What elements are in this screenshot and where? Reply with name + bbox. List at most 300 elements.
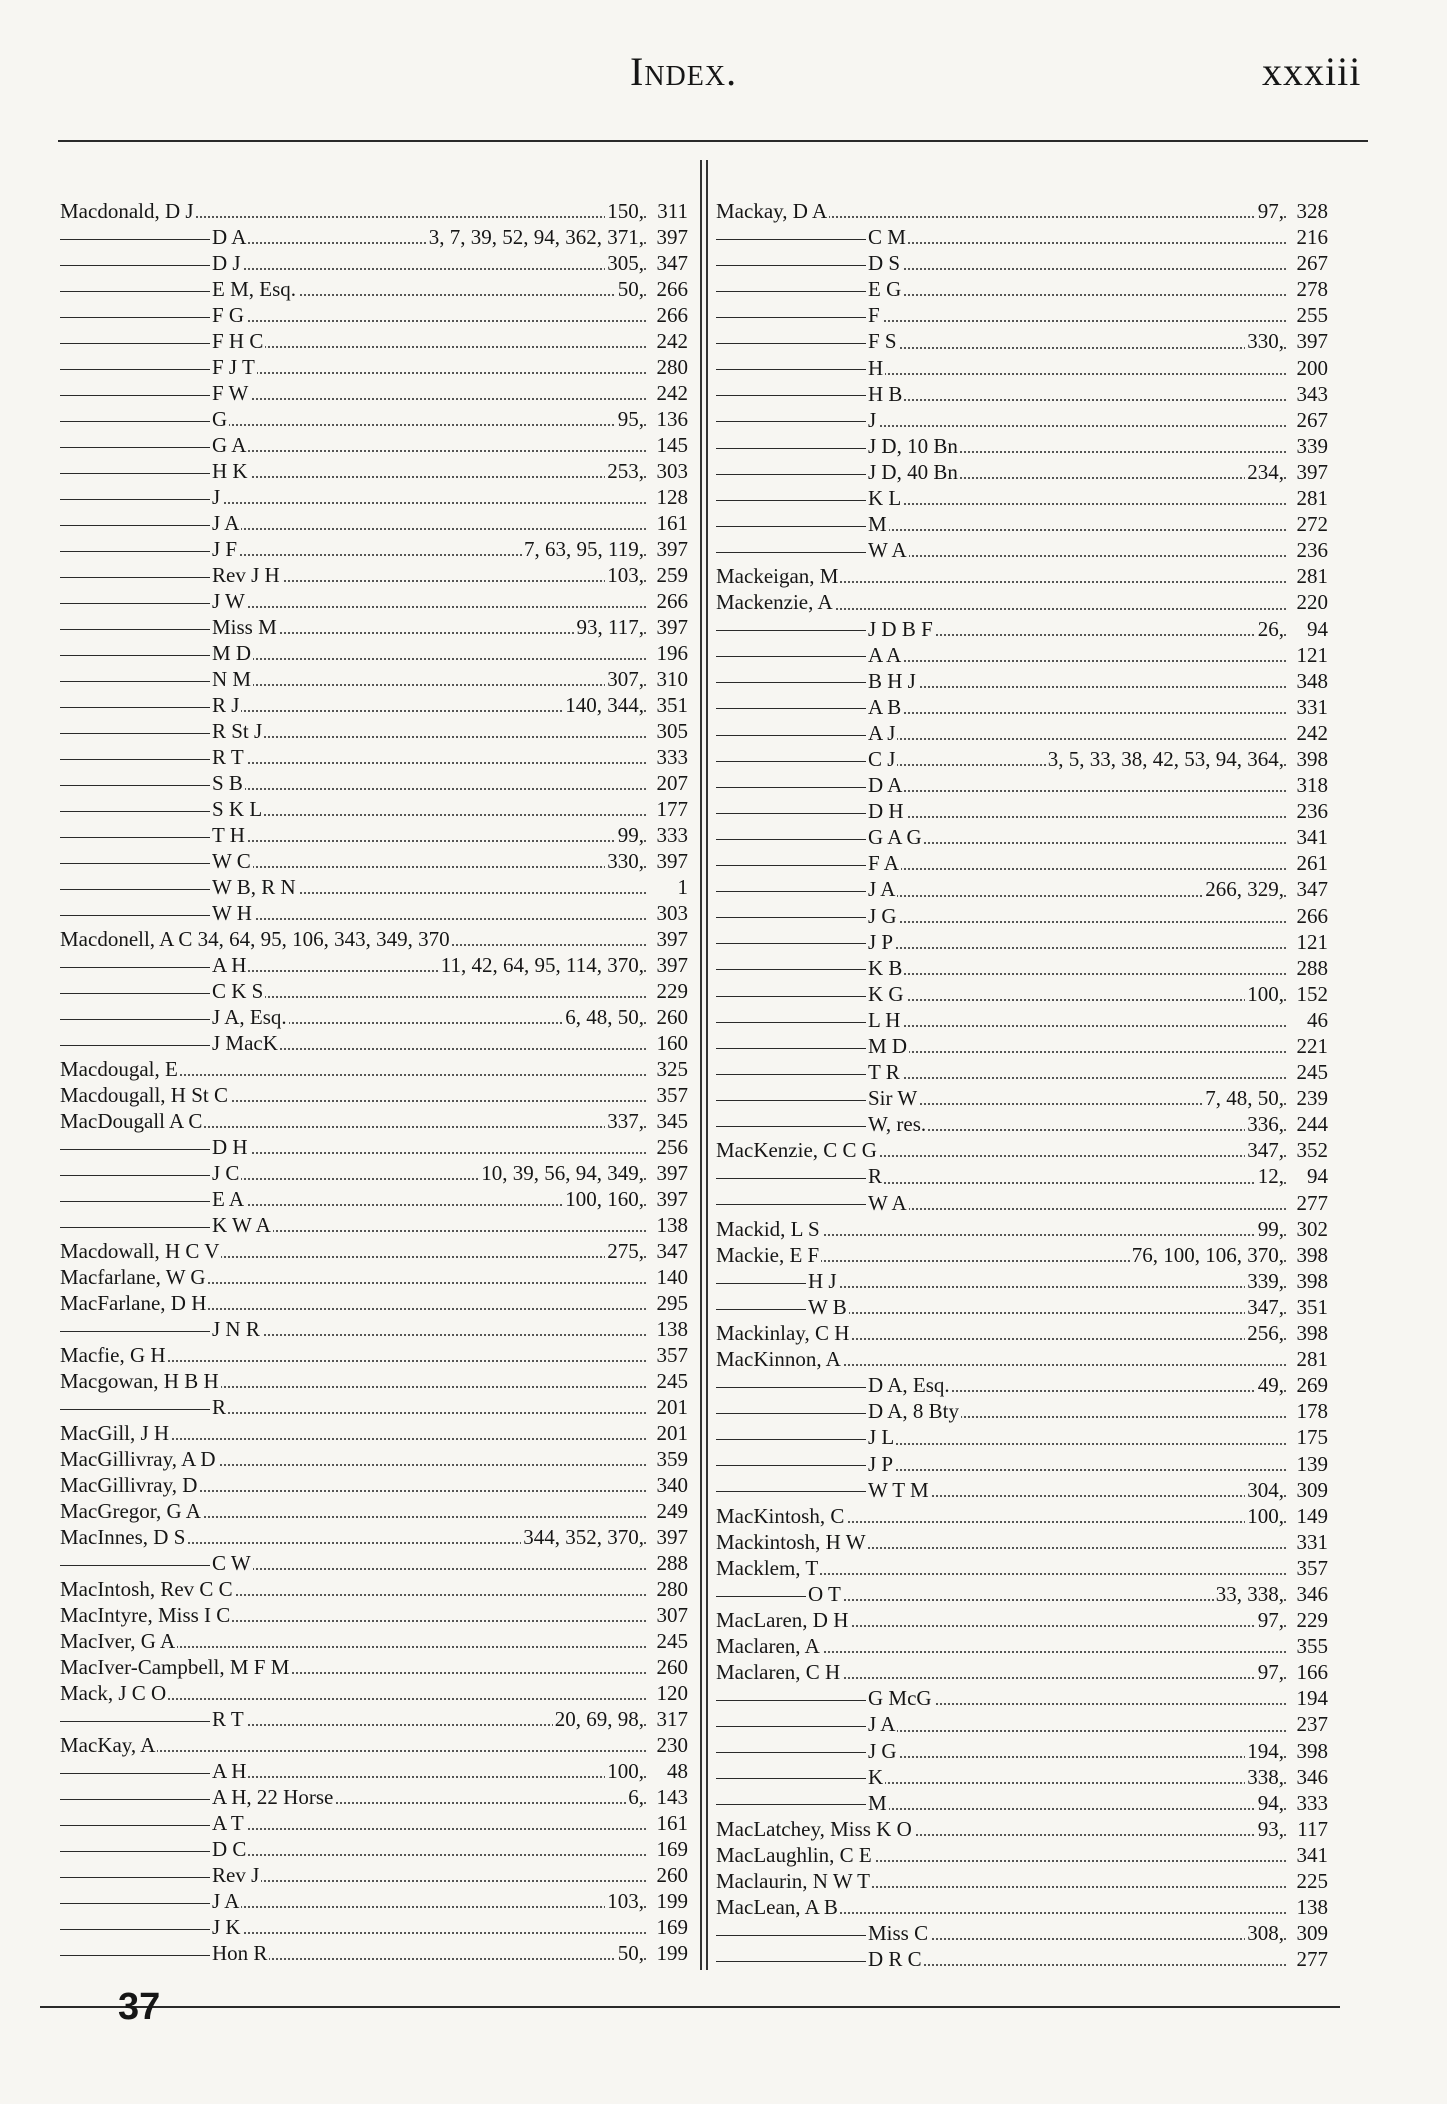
entry-name-text: MacKenzie, C C G bbox=[716, 1138, 877, 1163]
index-entry bbox=[716, 1738, 1328, 1764]
entry-name bbox=[60, 1732, 157, 1758]
entry-page-number: 255 bbox=[1286, 302, 1328, 328]
ditto-dash bbox=[60, 1409, 210, 1410]
index-entry bbox=[60, 1342, 688, 1368]
entry-references: 307, bbox=[607, 667, 644, 691]
entry-name-text: Macfarlane, W G bbox=[60, 1265, 206, 1289]
entry-references: 26, bbox=[1257, 616, 1284, 641]
ditto-dash bbox=[716, 317, 866, 318]
index-entry bbox=[60, 1316, 688, 1342]
entry-name-text: A H bbox=[212, 953, 247, 977]
index-entry bbox=[60, 1238, 688, 1264]
entry-name bbox=[716, 1738, 899, 1764]
entry-references: 305, bbox=[607, 251, 644, 275]
index-entry bbox=[60, 796, 688, 822]
entry-name bbox=[60, 198, 196, 224]
entry-page-number: 325 bbox=[646, 1056, 688, 1082]
entry-page-number: 345 bbox=[646, 1108, 688, 1134]
entry-name bbox=[60, 354, 257, 380]
entry-page-number: 128 bbox=[646, 484, 688, 510]
ditto-dash bbox=[716, 1778, 866, 1779]
entry-name bbox=[60, 900, 254, 926]
entry-page-number: 242 bbox=[646, 380, 688, 406]
entry-name bbox=[716, 433, 960, 459]
entry-name bbox=[60, 250, 243, 276]
entry-name bbox=[716, 1190, 909, 1216]
entry-name bbox=[60, 1394, 228, 1420]
index-entry bbox=[60, 1810, 688, 1836]
entry-name bbox=[716, 355, 885, 381]
index-entry bbox=[60, 588, 688, 614]
index-entry bbox=[60, 1914, 688, 1940]
entry-page-number: 121 bbox=[1286, 929, 1328, 955]
entry-name bbox=[60, 1212, 273, 1238]
ditto-dash bbox=[60, 733, 210, 734]
index-entry bbox=[60, 1290, 688, 1316]
footer-rule bbox=[40, 2006, 1340, 2008]
entry-name bbox=[60, 1290, 208, 1316]
entry-page-number: 216 bbox=[1286, 224, 1328, 250]
entry-name bbox=[60, 1628, 177, 1654]
entry-name-text: W H bbox=[212, 901, 252, 925]
entry-page-number: 269 bbox=[1286, 1372, 1328, 1398]
entry-name bbox=[60, 588, 247, 614]
entry-name bbox=[60, 276, 298, 302]
entry-page-number: 230 bbox=[646, 1732, 688, 1758]
entry-name-text: S K L bbox=[212, 797, 263, 821]
entry-name-text: F H C bbox=[212, 329, 264, 353]
entry-page-number: 196 bbox=[646, 640, 688, 666]
index-entry bbox=[716, 1503, 1328, 1529]
entry-name bbox=[60, 224, 248, 250]
entry-name bbox=[716, 224, 908, 250]
entry-name-text: MacGill, J H bbox=[60, 1421, 170, 1445]
entry-page-number: 333 bbox=[646, 744, 688, 770]
entry-name bbox=[60, 1368, 221, 1394]
entry-name-text: Miss M bbox=[212, 615, 277, 639]
ditto-dash bbox=[60, 811, 210, 812]
entry-name-text: S B bbox=[212, 771, 243, 795]
ditto-dash bbox=[716, 1100, 866, 1101]
entry-references: 256, bbox=[1247, 1321, 1284, 1346]
entry-page-number: 397 bbox=[646, 1524, 688, 1550]
index-entry bbox=[60, 510, 688, 536]
index-entry bbox=[60, 276, 688, 302]
entry-name-text: H K bbox=[212, 459, 248, 483]
entry-name bbox=[716, 694, 903, 720]
index-entry bbox=[716, 824, 1328, 850]
entry-name-text: R bbox=[212, 1395, 227, 1419]
entry-name-text: Macklem, T bbox=[716, 1555, 819, 1580]
index-entry bbox=[60, 1446, 688, 1472]
ditto-dash bbox=[60, 863, 210, 864]
ditto-dash bbox=[60, 1721, 210, 1722]
index-entry bbox=[716, 381, 1328, 407]
entry-name-text: Miss C bbox=[868, 1921, 929, 1946]
ditto-dash bbox=[60, 1773, 210, 1774]
entry-page-number: 244 bbox=[1286, 1111, 1328, 1137]
index-entry bbox=[60, 692, 688, 718]
entry-page-number: 397 bbox=[646, 536, 688, 562]
entry-references: 10, 39, 56, 94, 349, bbox=[481, 1161, 644, 1185]
index-entry bbox=[716, 1868, 1328, 1894]
ditto-dash bbox=[60, 1903, 210, 1904]
entry-name bbox=[60, 1186, 246, 1212]
entry-page-number: 236 bbox=[1286, 798, 1328, 824]
ditto-dash bbox=[716, 369, 866, 370]
ditto-dash bbox=[60, 291, 210, 292]
ditto-dash bbox=[716, 708, 866, 709]
entry-name-text: W B bbox=[808, 1294, 847, 1319]
entry-name-text: H B bbox=[868, 381, 903, 406]
entry-name-text: Mackid, L S bbox=[716, 1216, 820, 1241]
entry-name-text: MacIver-Campbell, M F M bbox=[60, 1655, 290, 1679]
entry-name bbox=[716, 1816, 914, 1842]
entry-page-number: 94 bbox=[1286, 1163, 1328, 1189]
entry-name bbox=[716, 1477, 931, 1503]
entry-page-number: 317 bbox=[646, 1706, 688, 1732]
ditto-dash bbox=[716, 735, 866, 736]
entry-name-text: G bbox=[212, 407, 228, 431]
ditto-dash bbox=[716, 996, 866, 997]
entry-references: 93, 117, bbox=[576, 615, 644, 639]
column-divider bbox=[700, 160, 702, 1970]
index-entry bbox=[60, 250, 688, 276]
entry-name bbox=[716, 668, 918, 694]
entry-references: 330, bbox=[607, 849, 644, 873]
ditto-dash bbox=[716, 1491, 866, 1492]
index-entry bbox=[60, 978, 688, 1004]
entry-name-text: MacKintosh, C bbox=[716, 1503, 845, 1528]
entry-name-text: Mackay, D A bbox=[716, 199, 828, 223]
entry-page-number: 169 bbox=[646, 1914, 688, 1940]
entry-name bbox=[60, 562, 282, 588]
ditto-dash bbox=[716, 1465, 866, 1466]
entry-name-text: D A, 8 Bty bbox=[868, 1399, 960, 1424]
entry-name bbox=[60, 1498, 203, 1524]
entry-name bbox=[60, 536, 239, 562]
entry-references: 347, bbox=[1247, 1294, 1284, 1319]
entry-page-number: 341 bbox=[1286, 824, 1328, 850]
entry-name-text: W A bbox=[868, 538, 907, 563]
ditto-dash bbox=[60, 525, 210, 526]
entry-page-number: 201 bbox=[646, 1394, 688, 1420]
entry-name-text: G A bbox=[212, 433, 247, 457]
entry-name-text: N M bbox=[212, 667, 252, 691]
entry-name bbox=[716, 876, 897, 902]
entry-name bbox=[60, 796, 264, 822]
index-entry bbox=[716, 1033, 1328, 1059]
index-entry bbox=[60, 822, 688, 848]
entry-page-number: 398 bbox=[1286, 1320, 1328, 1346]
entry-page-number: 200 bbox=[1286, 355, 1328, 381]
entry-name bbox=[716, 1659, 842, 1685]
index-entry bbox=[716, 1451, 1328, 1477]
entry-name-text: Macdonald, D J bbox=[60, 199, 194, 223]
ditto-dash bbox=[716, 500, 866, 501]
index-entry bbox=[60, 1576, 688, 1602]
ditto-dash bbox=[60, 1851, 210, 1852]
ditto-dash bbox=[60, 1019, 210, 1020]
index-entry bbox=[60, 1160, 688, 1186]
entry-name-text: J MacK bbox=[212, 1031, 278, 1055]
entry-name bbox=[60, 1472, 199, 1498]
entry-page-number: 309 bbox=[1286, 1477, 1328, 1503]
entry-references: 308, bbox=[1247, 1921, 1284, 1946]
entry-name bbox=[60, 380, 250, 406]
ditto-dash bbox=[60, 473, 210, 474]
entry-name bbox=[60, 1160, 241, 1186]
entry-name-text: J F bbox=[212, 537, 238, 561]
entry-name-text: G McG bbox=[868, 1686, 932, 1711]
index-entry bbox=[60, 874, 688, 900]
entry-name-text: Mackeigan, M bbox=[716, 564, 839, 589]
entry-name bbox=[716, 1633, 822, 1659]
entry-name-text: D J bbox=[212, 251, 241, 275]
entry-page-number: 397 bbox=[646, 224, 688, 250]
entry-name-text: Macdougal, E bbox=[60, 1057, 178, 1081]
entry-name bbox=[60, 1082, 230, 1108]
entry-name-text: MacIver, G A bbox=[60, 1629, 176, 1653]
index-entry bbox=[716, 746, 1328, 772]
ditto-dash bbox=[716, 1961, 866, 1962]
entry-name bbox=[716, 1920, 930, 1946]
entry-page-number: 397 bbox=[646, 1186, 688, 1212]
entry-name bbox=[60, 770, 245, 796]
entry-name-text: J D, 40 Bn bbox=[868, 459, 958, 484]
entry-name-text: F S bbox=[868, 329, 897, 354]
entry-page-number: 242 bbox=[646, 328, 688, 354]
entry-name bbox=[716, 1764, 885, 1790]
entry-name bbox=[60, 978, 265, 1004]
entry-page-number: 229 bbox=[646, 978, 688, 1004]
entry-page-number: 143 bbox=[646, 1784, 688, 1810]
entry-name bbox=[716, 772, 904, 798]
entry-references: 253, bbox=[607, 459, 644, 483]
entry-page-number: 310 bbox=[646, 666, 688, 692]
entry-page-number: 161 bbox=[646, 510, 688, 536]
entry-page-number: 220 bbox=[1286, 589, 1328, 615]
right-column bbox=[716, 198, 1328, 1972]
entry-references: 100, bbox=[1247, 1503, 1284, 1528]
index-entry bbox=[60, 1836, 688, 1862]
index-entry bbox=[716, 1659, 1328, 1685]
ditto-dash bbox=[716, 1283, 806, 1284]
entry-name bbox=[716, 302, 882, 328]
entry-name-text: A B bbox=[868, 694, 902, 719]
ditto-dash bbox=[716, 421, 866, 422]
entry-name-text: J A bbox=[212, 511, 240, 535]
entry-page-number: 260 bbox=[646, 1004, 688, 1030]
index-entry bbox=[716, 1372, 1328, 1398]
entry-page-number: 242 bbox=[1286, 720, 1328, 746]
entry-name-text: M bbox=[868, 512, 887, 537]
entry-name-text: R St J bbox=[212, 719, 263, 743]
ditto-dash bbox=[716, 917, 866, 918]
index-entry bbox=[60, 1940, 688, 1966]
entry-name-text: D R C bbox=[868, 1947, 922, 1972]
index-entry bbox=[716, 1268, 1328, 1294]
entry-page-number: 46 bbox=[1286, 1007, 1328, 1033]
entry-references: 12, bbox=[1257, 1164, 1284, 1189]
entry-references: 99, bbox=[1257, 1216, 1284, 1241]
entry-name-text: Hon R bbox=[212, 1941, 268, 1965]
index-entry bbox=[716, 903, 1328, 929]
entry-name-text: E M, Esq. bbox=[212, 277, 296, 301]
entry-page-number: 352 bbox=[1286, 1137, 1328, 1163]
entry-name-text: Macdougall, H St C bbox=[60, 1083, 228, 1107]
entry-references: 337, bbox=[607, 1109, 644, 1133]
entry-name-text: H bbox=[868, 355, 884, 380]
entry-name-text: J A bbox=[868, 1712, 896, 1737]
index-entry bbox=[60, 926, 688, 952]
index-entry bbox=[716, 1216, 1328, 1242]
entry-page-number: 277 bbox=[1286, 1190, 1328, 1216]
entry-name-text: MacGregor, G A bbox=[60, 1499, 201, 1523]
entry-name bbox=[60, 1940, 269, 1966]
ditto-dash bbox=[60, 499, 210, 500]
entry-page-number: 331 bbox=[1286, 1529, 1328, 1555]
ditto-dash bbox=[60, 1331, 210, 1332]
entry-name bbox=[716, 1320, 851, 1346]
entry-name-text: M D bbox=[868, 1034, 908, 1058]
index-entry bbox=[60, 432, 688, 458]
entry-name-text: R bbox=[868, 1164, 883, 1189]
entry-name bbox=[716, 1085, 919, 1111]
page-title: Index. bbox=[630, 49, 738, 94]
entry-name bbox=[716, 1163, 884, 1189]
entry-name-text: J A bbox=[868, 877, 896, 902]
entry-page-number: 139 bbox=[1286, 1451, 1328, 1477]
entry-name bbox=[60, 1134, 250, 1160]
entry-name-text: Macgowan, H B H bbox=[60, 1369, 219, 1393]
entry-page-number: 145 bbox=[646, 432, 688, 458]
entry-references: 99, bbox=[617, 823, 644, 847]
index-entry bbox=[716, 616, 1328, 642]
entry-references: 95, bbox=[617, 407, 644, 431]
entry-name bbox=[60, 1108, 204, 1134]
entry-name bbox=[716, 1059, 902, 1085]
entry-page-number: 398 bbox=[1286, 746, 1328, 772]
ditto-dash bbox=[60, 1045, 210, 1046]
ditto-dash bbox=[60, 889, 210, 890]
entry-references: 20, 69, 98, bbox=[554, 1707, 644, 1731]
entry-name bbox=[716, 1503, 846, 1529]
entry-name-text: MacLatchey, Miss K O bbox=[716, 1816, 912, 1841]
index-entry bbox=[60, 1862, 688, 1888]
entry-name-text: R J bbox=[212, 693, 240, 717]
entry-name-text: R T bbox=[212, 745, 244, 769]
entry-name bbox=[716, 276, 903, 302]
entry-name-text: Rev J H bbox=[212, 563, 280, 587]
index-entry bbox=[716, 720, 1328, 746]
entry-name bbox=[60, 1810, 246, 1836]
entry-name bbox=[60, 1602, 232, 1628]
entry-page-number: 245 bbox=[646, 1368, 688, 1394]
entry-page-number: 266 bbox=[1286, 903, 1328, 929]
entry-references: 103, bbox=[607, 1889, 644, 1913]
index-entry bbox=[716, 1581, 1328, 1607]
entry-name-text: J D, 10 Bn bbox=[868, 433, 958, 458]
entry-name-text: Mackie, E F bbox=[716, 1242, 820, 1267]
entry-page-number: 161 bbox=[646, 1810, 688, 1836]
ditto-dash bbox=[60, 317, 210, 318]
entry-page-number: 160 bbox=[646, 1030, 688, 1056]
entry-page-number: 357 bbox=[646, 1082, 688, 1108]
entry-page-number: 331 bbox=[1286, 694, 1328, 720]
entry-name-text: MacKay, A bbox=[60, 1733, 156, 1757]
entry-name bbox=[60, 484, 222, 510]
entry-page-number: 166 bbox=[1286, 1659, 1328, 1685]
entry-page-number: 397 bbox=[1286, 328, 1328, 354]
index-entry bbox=[60, 640, 688, 666]
ditto-dash bbox=[60, 707, 210, 708]
index-entry bbox=[716, 537, 1328, 563]
entry-name-text: Mackinlay, C H bbox=[716, 1321, 850, 1346]
index-entry bbox=[716, 1137, 1328, 1163]
entry-references: 103, bbox=[607, 563, 644, 587]
index-entry bbox=[716, 1529, 1328, 1555]
entry-page-number: 138 bbox=[646, 1212, 688, 1238]
index-entry bbox=[716, 1007, 1328, 1033]
entry-name-text: MacKinnon, A bbox=[716, 1347, 841, 1372]
index-entry bbox=[716, 433, 1328, 459]
ditto-dash bbox=[60, 915, 210, 916]
entry-name bbox=[60, 614, 279, 640]
entry-page-number: 288 bbox=[1286, 955, 1328, 981]
entry-name bbox=[60, 1524, 187, 1550]
ditto-dash bbox=[60, 785, 210, 786]
entry-name bbox=[60, 1342, 168, 1368]
entry-name bbox=[60, 432, 248, 458]
entry-name bbox=[716, 1894, 840, 1920]
entry-page-number: 398 bbox=[1286, 1242, 1328, 1268]
entry-name bbox=[716, 198, 829, 224]
entry-page-number: 288 bbox=[646, 1550, 688, 1576]
entry-name-text: MacGillivray, D bbox=[60, 1473, 198, 1497]
entry-name-text: M D bbox=[212, 641, 252, 665]
ditto-dash bbox=[60, 603, 210, 604]
entry-name-text: A H, 22 Horse bbox=[212, 1785, 334, 1809]
entry-name-text: Maclaren, C H bbox=[716, 1660, 841, 1685]
entry-name bbox=[716, 824, 924, 850]
entry-name bbox=[60, 1264, 208, 1290]
entry-name-text: Maclaren, A bbox=[716, 1634, 820, 1659]
entry-name-text: W B, R N bbox=[212, 875, 296, 899]
entry-name bbox=[716, 381, 904, 407]
entry-references: 97, bbox=[1257, 199, 1284, 223]
entry-page-number: 397 bbox=[646, 848, 688, 874]
index-entry bbox=[60, 198, 688, 224]
entry-name-text: W C bbox=[212, 849, 251, 873]
entry-page-number: 359 bbox=[646, 1446, 688, 1472]
entry-name bbox=[60, 302, 246, 328]
entry-references: 7, 63, 95, 119, bbox=[524, 537, 644, 561]
index-entry bbox=[716, 1790, 1328, 1816]
index-entry bbox=[60, 1602, 688, 1628]
index-entry bbox=[716, 1190, 1328, 1216]
entry-name bbox=[60, 328, 265, 354]
entry-name bbox=[716, 1242, 821, 1268]
entry-name bbox=[60, 1238, 221, 1264]
entry-name-text: A T bbox=[212, 1811, 244, 1835]
entry-page-number: 351 bbox=[1286, 1294, 1328, 1320]
entry-page-number: 347 bbox=[1286, 876, 1328, 902]
entry-name-text: Rev J bbox=[212, 1863, 260, 1887]
index-entry bbox=[60, 1784, 688, 1810]
entry-name bbox=[60, 1888, 241, 1914]
index-entry bbox=[60, 1420, 688, 1446]
